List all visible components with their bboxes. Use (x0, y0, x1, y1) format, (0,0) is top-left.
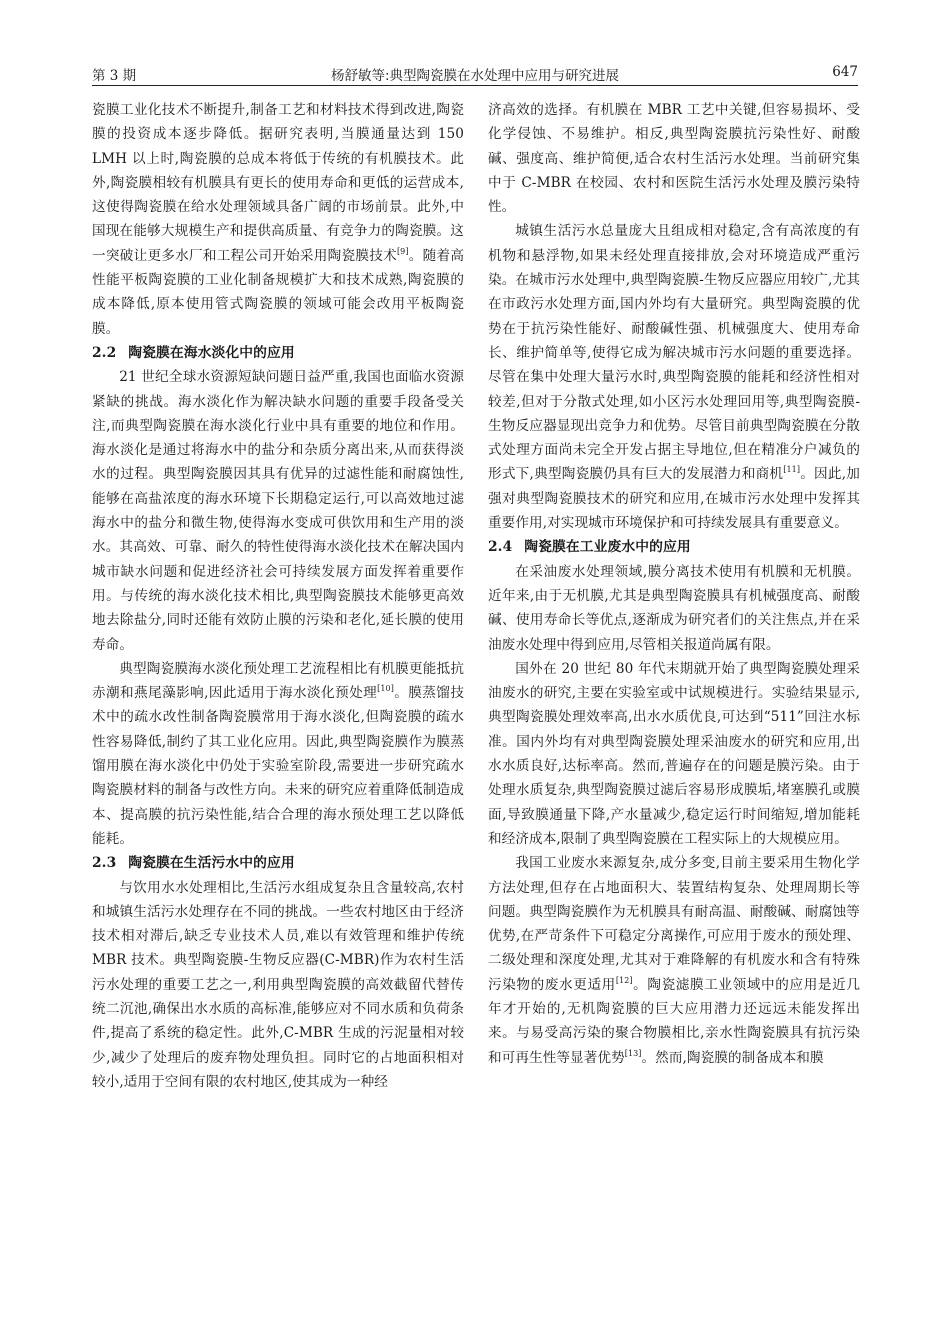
page-number: 647 (832, 64, 858, 80)
section-heading-2-2: 2.2 陶瓷膜在海水淡化中的应用 (92, 344, 295, 361)
paragraph: 城镇生活污水总量庞大且组成相对稳定,含有高浓度的有机物和悬浮物,如果未经处理直接排放,会对环境造成严重污染。在城市污水处理中,典型陶瓷膜-生物反应器应用较广,尤其在市政污水处理方面,国内外均有大量研究。典型陶瓷膜的优势在于抗污染性能好、耐酸碱性强、机械强度大、使用寿命长、维护简单等,使得它成为解决城市污水问题的重要选择。尽管在集中处理大量污水时,典型陶瓷膜的能耗和经济性相对较差,但对于分散式处理,如小区污水处理回用等,典型陶瓷膜-生物反应器显现出竞争力和优势。尽管目前典型陶瓷膜在分散式处理方面尚未完全开发占据主导地位,但在精准分户减负的形式下,典型陶瓷膜仍具有巨大的发展潜力和商机[11]。因此,加强对典型陶瓷膜技术的研究和应用,在城市污水处理中发挥其重要作用,对实现城市环境保护和可持续发展具有重要意义。 (488, 223, 860, 532)
citation-13: [13] (624, 1048, 642, 1058)
paragraph: 21 世纪全球水资源短缺问题日益严重,我国也面临水资源紧缺的挑战。海水淡化作为解决缺水问题的重要手段备受关注,而典型陶瓷膜在海水淡化行业中具有重要的地位和作用。海水淡化是通过将海水中的盐分和杂质分离出来,从而获得淡水的过程。典型陶瓷膜因其具有优异的过滤性能和耐腐蚀性,能够在高盐浓度的海水环境下长期稳定运行,可以高效地过滤海水中的盐分和微生物,使得海水变成可供饮用和生产用的淡水。其高效、可靠、耐久的特性使得海水淡化技术在解决国内城市缺水问题和促进经济社会可持续发展方面发挥着重要作用。与传统的海水淡化技术相比,典型陶瓷膜技术能够更高效地去除盐分,同时还能有效防止膜的污染和老化,延长膜的使用寿命。 (92, 369, 464, 653)
paragraph-continued: 济高效的选择。有机膜在 MBR 工艺中关键,但容易损坏、受化学侵蚀、不易维护。相反,典型陶瓷膜抗污染性好、耐酸碱、强度高、维护简便,适合农村生活污水处理。当前研究集中于 C-MBR 在校园、农村和医院生活污水处理及膜污染特性。 (488, 102, 860, 216)
paragraph: 我国工业废水来源复杂,成分多变,目前主要采用生物化学方法处理,但存在占地面积大、装置结构复杂、处理周期长等问题。典型陶瓷膜作为无机膜具有耐高温、耐酸碱、耐腐蚀等优势,在严苛条件下可稳定分离操作,可应用于废水的预处理、二级处理和深度处理,尤其对于难降解的有机废水和含有特殊污染物的废水更适用[12]。陶瓷滤膜工业领域中的应用是近几年才开始的,无机陶瓷膜的巨大应用潜力还远远未能发挥出来。与易受高污染的聚合物膜相比,亲水性陶瓷膜具有抗污染和可再生性等显著优势[13]。然而,陶瓷膜的制备成本和膜 (488, 855, 860, 1066)
section-heading-2-4: 2.4 陶瓷膜在工业废水中的应用 (488, 539, 691, 556)
paragraph: 国外在 20 世纪 80 年代末期就开始了典型陶瓷膜处理采油废水的研究,主要在实验室或中试规模进行。实验结果显示,典型陶瓷膜处理效率高,出水水质优良,可达到“511”回注水标准。国内外均有对典型陶瓷膜处理采油废水的研究和应用,出水水质良好,达标率高。然而,普遍存在的问题是膜污染。由于处理水质复杂,典型陶瓷膜过滤后容易形成膜垢,堵塞膜孔或膜面,导致膜通量下降,产水量减少,稳定运行时间缩短,增加能耗和经济成本,限制了典型陶瓷膜在工程实际上的大规模应用。 (488, 660, 860, 847)
left-column (92, 98, 464, 1094)
section-heading-2-3: 2.3 陶瓷膜在生活污水中的应用 (92, 855, 295, 872)
citation-9: [9] (396, 246, 409, 256)
running-title: 杨舒敏等:典型陶瓷膜在水处理中应用与研究进展 (330, 68, 620, 84)
right-column (488, 98, 860, 1070)
running-header (92, 60, 858, 86)
paragraph: 与饮用水水处理相比,生活污水组成复杂且含量较高,农村和城镇生活污水处理存在不同的挑战。一些农村地区由于经济技术相对滞后,缺乏专业技术人员,难以有效管理和维护传统 MBR 技术。典型陶瓷膜-生物反应器(C-MBR)作为农村生活污水处理的重要工艺之一,利用典型陶瓷膜的高效截留代替传统二沉池,确保出水水质的高标准,能够应对不同水质和负荷条件,提高了系统的稳定性。此外,C-MBR 生成的污泥量相对较少,减少了处理后的废弃物处理负担。同时它的占地面积相对较小,适用于空间有限的农村地区,使其成为一种经 (92, 879, 464, 1090)
paragraph: 典型陶瓷膜海水淡化预处理工艺流程相比有机膜更能抵抗赤潮和燕尾藻影响,因此适用于海水淡化预处理[10]。膜蒸馏技术中的疏水改性制备陶瓷膜常用于海水淡化,但陶瓷膜的疏水性容易降低,制约了其工业化应用。因此,典型陶瓷膜作为膜蒸馏用膜在海水淡化中仍处于实验室阶段,需要进一步研究疏水陶瓷膜材料的制备与改性方向。未来的研究应着重降低制造成本、提高膜的抗污染性能,结合合理的海水预处理工艺以降低能耗。 (92, 660, 465, 847)
citation-10: [10] (377, 684, 394, 694)
citation-12: [12] (615, 975, 633, 985)
citation-11: [11] (783, 465, 801, 475)
issue-label: 第 3 期 (92, 68, 137, 84)
paragraph-continued: 瓷膜工业化技术不断提升,制备工艺和材料技术得到改进,陶瓷膜的投资成本逐步降低。据研究表明,当膜通量达到 150 LMH 以上时,陶瓷膜的总成本将低于传统的有机膜技术。此外,陶瓷膜相较有机膜具有更长的使用寿命和更低的运营成本,这使得陶瓷膜在给水处理领域具备广阔的市场前景。此外,中国现在能够大规模生产和提供高质量、有竞争力的陶瓷膜。这一突破让更多水厂和工程公司开始采用陶瓷膜技术[9]。随着高性能平板陶瓷膜的工业化制备规模扩大和技术成熟,陶瓷膜的成本降低,原本使用管式陶瓷膜的领域可能会改用平板陶瓷膜。 (92, 102, 464, 337)
paragraph: 在采油废水处理领域,膜分离技术使用有机膜和无机膜。近年来,由于无机膜,尤其是典型陶瓷膜具有机械强度高、耐酸碱、使用寿命长等优点,逐渐成为研究者们的关注焦点,并在采油废水处理中得到应用,尽管相关报道尚属有限。 (488, 563, 860, 653)
header-rule (92, 85, 858, 86)
